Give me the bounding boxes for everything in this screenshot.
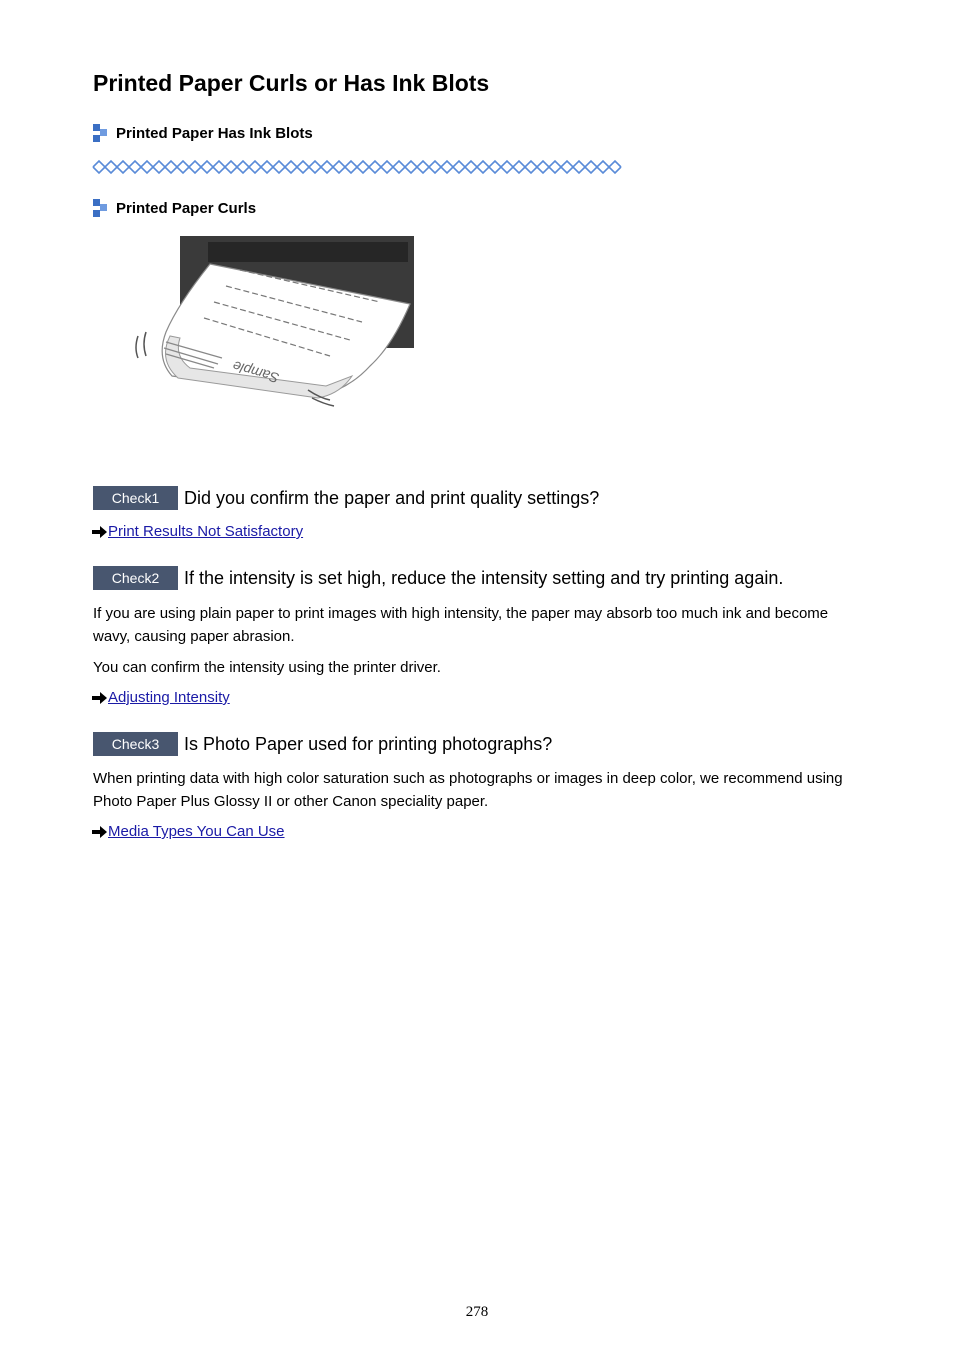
section-bullet-icon xyxy=(93,199,109,217)
check-question: Did you confirm the paper and print quality settings? xyxy=(184,487,600,508)
arrow-right-icon xyxy=(92,526,107,538)
stamp-text: Sample xyxy=(230,358,281,387)
divider-line xyxy=(92,158,624,176)
check-1-heading xyxy=(93,486,599,510)
page-title: Printed Paper Curls or Has Ink Blots xyxy=(93,70,490,96)
link-print-results-not-satisfactory[interactable]: Print Results Not Satisfactory xyxy=(108,523,304,540)
section-heading-ink-blots xyxy=(93,124,313,142)
section-heading-label: Printed Paper Has Ink Blots xyxy=(116,124,313,142)
check-badge: Check1 xyxy=(93,486,178,510)
curled-paper-illustration xyxy=(130,236,414,408)
check-1-link-row xyxy=(92,523,303,540)
check-3-link-row xyxy=(92,823,285,840)
check-question: If the intensity is set high, reduce the intensity setting and try printing again. xyxy=(184,567,784,588)
check-2-link-row xyxy=(92,689,230,706)
check-3-paragraph: When printing data with high color saturation such as photographs or images in deep color, we recommend using Photo Paper Plus Glossy II or other Canon speciality paper. xyxy=(93,770,843,810)
arrow-right-icon xyxy=(92,692,107,704)
page-number: 278 xyxy=(465,1304,489,1320)
link-adjusting-intensity[interactable]: Adjusting Intensity xyxy=(108,689,230,706)
link-media-types-you-can-use[interactable]: Media Types You Can Use xyxy=(108,823,285,840)
check-2-heading xyxy=(93,566,783,590)
section-bullet-icon xyxy=(93,124,109,142)
section-heading-curls xyxy=(93,199,256,217)
arrow-right-icon xyxy=(92,826,107,838)
check-question: Is Photo Paper used for printing photographs? xyxy=(184,733,553,754)
check-2-paragraph: You can confirm the intensity using the printer driver. xyxy=(93,659,441,676)
check-2-paragraph: If you are using plain paper to print images with high intensity, the paper may absorb too much ink and become wavy, causing paper abrasion. xyxy=(93,605,829,645)
check-badge: Check2 xyxy=(93,566,178,590)
check-badge: Check3 xyxy=(93,732,178,756)
check-3-heading xyxy=(93,732,552,756)
section-heading-label: Printed Paper Curls xyxy=(116,199,257,217)
